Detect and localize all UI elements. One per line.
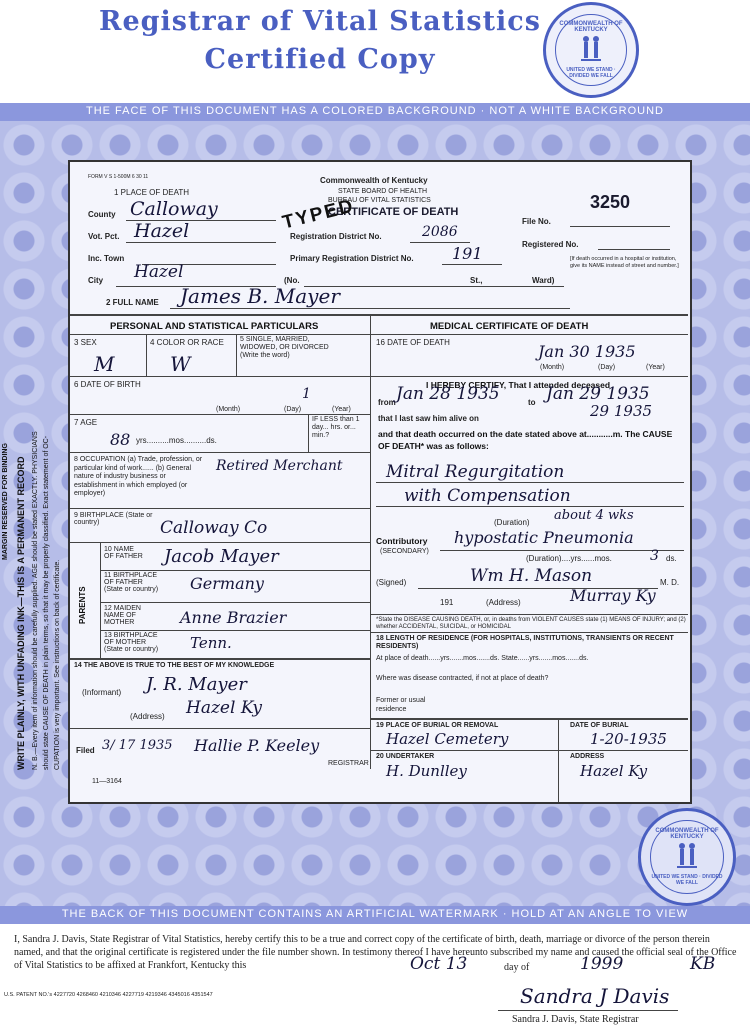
parents-label: PARENTS <box>78 586 87 624</box>
seal-text: COMMONWEALTH OF KENTUCKY <box>559 21 623 33</box>
registered-no-label: Registered No. <box>522 240 579 249</box>
row-rule-9 <box>70 658 370 660</box>
color-label: 4 COLOR OR RACE <box>150 338 224 347</box>
vot-line <box>126 242 276 243</box>
contributory-value: hypostatic Pneumonia <box>454 528 634 547</box>
undertaker-address: Hazel Ky <box>580 762 648 780</box>
sex-label: 3 SEX <box>74 338 97 347</box>
age-divider <box>308 414 309 452</box>
right-rule-1 <box>370 376 688 377</box>
filed-label: Filed <box>76 746 95 755</box>
undertaker-label: 20 UNDERTAKER <box>376 753 435 760</box>
kentucky-seal-top <box>543 2 639 98</box>
heading-bottom-rule <box>70 334 688 335</box>
cause-line-2 <box>376 506 684 507</box>
no-label: (No. <box>284 276 300 285</box>
duration-2-label: (Duration)....yrs......mos. <box>526 554 612 563</box>
color-divider <box>236 334 237 376</box>
certify-text: I HEREBY CERTIFY, That I attended deceased <box>426 380 611 390</box>
ds-label: ds. <box>666 554 677 563</box>
row-rule-7 <box>100 602 370 603</box>
month-label: (Month) <box>540 364 565 371</box>
cause-text: and that death occurred on the date stated above at...........m. The CAUSE OF DEATH* was as follows: <box>378 429 673 451</box>
burial-date: 1-20-1935 <box>590 730 667 748</box>
row-rule-5 <box>70 542 370 543</box>
right-rule-5 <box>370 750 688 751</box>
mother-value: Anne Brazier <box>180 608 287 627</box>
vot-value: Hazel <box>134 220 190 242</box>
full-name-label: 2 FULL NAME <box>106 298 159 307</box>
filed-date: 3/ 17 1935 <box>102 738 173 753</box>
former-label: Former or usual residence <box>376 697 426 713</box>
marital-label: 5 SINGLE, MARRIED, WIDOWED, OR DIVORCED (Write the word) <box>240 336 329 359</box>
place-of-death-label: 1 PLACE OF DEATH <box>114 188 189 197</box>
row-rule-6 <box>100 570 370 571</box>
death-date-value: Jan 30 1935 <box>538 342 636 361</box>
signature-line <box>498 1010 678 1011</box>
row-rule-10 <box>70 728 370 729</box>
reg-district-line <box>410 242 470 243</box>
seal-motto: UNITED WE STAND · DIVIDED WE FALL <box>566 67 616 79</box>
age-value: 88 <box>110 430 131 449</box>
date-191-label: 191 <box>440 598 454 607</box>
hospital-note: [If death occurred in a hospital or institution, give its NAME instead of street and number.] <box>570 256 679 269</box>
full-name-value: James B. Mayer <box>180 284 340 308</box>
sex-value: M <box>94 352 115 376</box>
city-value: Hazel <box>134 262 184 282</box>
reg-district-value: 2086 <box>422 224 458 240</box>
certification-day: Oct 13 <box>410 954 468 974</box>
form-number: FORM V S 1-500M 6 30 11 <box>88 174 149 180</box>
county-value: Calloway <box>130 198 218 220</box>
county-label: County <box>88 210 116 219</box>
dob-label: 6 DATE OF BIRTH <box>74 380 141 389</box>
file-no-label: File No. <box>522 217 551 226</box>
file-no-line <box>570 226 670 227</box>
undertaker-value: H. Dunlley <box>386 762 467 780</box>
cause-1: Mitral Regurgitation <box>386 462 565 482</box>
city-label: City <box>88 276 104 285</box>
physician-address-value: Murray Ky <box>570 586 656 605</box>
mother-birthplace-label: 13 BIRTHPLACE OF MOTHER (State or country) <box>104 632 159 653</box>
birthplace-value: Calloway Co <box>160 518 268 538</box>
row-rule-3 <box>70 452 370 453</box>
last-saw-label: that I last saw him alive on <box>378 414 479 423</box>
center-divider <box>370 314 371 769</box>
primary-district-line <box>442 264 502 265</box>
bottom-band-text: THE BACK OF THIS DOCUMENT CONTAINS AN ARTIFICIAL WATERMARK · HOLD AT AN ANGLE TO VIEW <box>61 908 689 920</box>
father-birthplace-value: Germany <box>190 574 264 593</box>
cause-2: with Compensation <box>404 486 571 506</box>
residence-label: 18 LENGTH OF RESIDENCE (FOR HOSPITALS, INSTITUTIONS, TRANSIENTS OR RECENT RESIDENTS) <box>376 635 674 650</box>
right-rule-2 <box>370 614 688 615</box>
personal-heading: PERSONAL AND STATISTICAL PARTICULARS <box>110 321 319 332</box>
mother-birthplace-value: Tenn. <box>190 634 232 652</box>
father-label: 10 NAME OF FATHER <box>104 546 143 560</box>
burial-label: 19 PLACE OF BURIAL OR REMOVAL <box>376 722 499 729</box>
duration-label: (Duration) <box>494 518 530 527</box>
contributory-line <box>440 550 684 551</box>
burial-place: Hazel Cemetery <box>386 730 509 748</box>
reg-district-label: Registration District No. <box>290 232 382 241</box>
dob-year-label: (Year) <box>332 406 351 413</box>
state-disease-note: *State the DISEASE CAUSING DEATH, or, in deaths from VIOLENT CAUSES state (1) MEANS OF INJURY; and (2) whether ACCIDENTAL, SUICIDAL, or HOMICIDAL <box>376 617 686 630</box>
undertaker-address-label: ADDRESS <box>570 753 605 760</box>
death-date-label: 16 DATE OF DEATH <box>376 338 450 347</box>
death-certificate <box>68 160 692 804</box>
registrar-certification: I, Sandra J. Davis, State Registrar of Vital Statistics, hereby certify this to be a true and correct copy of the certificate of birth, death, marriage or divorce of the person therein named, and that the original certificate is registered under the file number shown. In testimony thereof I have hereunto subscribed my name and caused the official seal of the Office of Vital Statistics to be affixed at Frankfort, Kentucky this <box>14 934 737 971</box>
at-place-label: At place of death......yrs.......mos.......ds. State......yrs.......mos.......ds. <box>376 655 589 662</box>
certificate-title: CERTIFICATE OF DEATH <box>328 206 459 218</box>
dob-month-label: (Month) <box>216 406 241 413</box>
age-units: yrs..........mos..........ds. <box>136 436 217 445</box>
st-label: St., <box>470 276 483 285</box>
primary-district-label: Primary Registration District No. <box>290 254 414 263</box>
father-value: Jacob Mayer <box>164 546 279 567</box>
day-of-label: day of <box>504 962 530 973</box>
occupation-label: 8 OCCUPATION (a) Trade, profession, or particular kind of work...... (b) General nature of industry business or establishment in which employed (or employer) <box>74 456 203 497</box>
day-label: (Day) <box>598 364 616 371</box>
dob-day-value: 1 <box>302 386 311 402</box>
occupation-value: Retired Merchant <box>216 458 343 474</box>
margin-instruction-4: CUPATION is very important. See instructions on back of certificate. <box>54 559 61 770</box>
certification-initials: KB <box>690 954 716 974</box>
informant-address-value: Hazel Ky <box>186 698 263 718</box>
margin-instruction-3: should state CAUSE OF DEATH in plain terms, so that it may be properly classified. Exact statement of OC- <box>43 435 50 770</box>
header-title-line1: Registrar of Vital Statistics <box>99 6 541 37</box>
informant-heading: 14 THE ABOVE IS TRUE TO THE BEST OF MY KNOWLEDGE <box>74 662 275 669</box>
informant-label: (Informant) <box>82 688 122 697</box>
to-date: Jan 29 1935 <box>546 384 650 404</box>
header-title-line2: Certified Copy <box>204 44 436 75</box>
registrar-signature: Hallie P. Keeley <box>194 736 320 755</box>
row-rule-1 <box>70 376 370 377</box>
where-contracted-label: Where was disease contracted, if not at place of death? <box>376 675 549 682</box>
board-name: STATE BOARD OF HEALTH <box>338 188 428 195</box>
seal-bottom-figures-icon <box>673 840 701 874</box>
burial-date-label: DATE OF BURIAL <box>570 722 629 729</box>
seal-bottom-text: COMMONWEALTH OF KENTUCKY <box>655 828 719 840</box>
signer-title: Sandra J. Davis, State Registrar <box>512 1014 639 1025</box>
registrar-label: REGISTRAR <box>328 760 369 767</box>
burial-divider <box>558 718 559 802</box>
physician-address-label: (Address) <box>486 598 521 607</box>
birthplace-label: 9 BIRTHPLACE (State or country) <box>74 512 153 526</box>
parents-divider <box>100 542 101 658</box>
margin-instruction-1: WRITE PLAINLY, WITH UNFADING INK—THIS IS A PERMANENT RECORD <box>16 456 26 770</box>
patent-numbers: U.S. PATENT NO.'s 4227720 4268460 4210346 4227719 4219346 4345016 4351547 <box>4 992 213 998</box>
right-rule-4 <box>370 718 688 720</box>
address-line <box>304 286 564 287</box>
age-label: 7 AGE <box>74 418 98 427</box>
seal-bottom-motto: UNITED WE STAND · DIVIDED WE FALL <box>651 874 723 886</box>
father-birthplace-label: 11 BIRTHPLACE OF FATHER (State or country) <box>104 572 159 593</box>
right-rule-3 <box>370 632 688 633</box>
year-label: (Year) <box>646 364 665 371</box>
certificate-number: 3250 <box>590 192 631 212</box>
full-name-line <box>170 308 570 309</box>
ward-label: Ward) <box>532 276 555 285</box>
medical-heading: MEDICAL CERTIFICATE OF DEATH <box>430 321 589 332</box>
seal-figures-icon <box>577 33 605 67</box>
typed-stamp: TYPED <box>280 195 357 234</box>
from-date: Jan 28 1935 <box>396 384 500 404</box>
margin-reserved: MARGIN RESERVED FOR BINDING <box>2 443 9 560</box>
state-name: Commonwealth of Kentucky <box>320 176 428 185</box>
primary-district-value: 191 <box>452 244 483 263</box>
row-rule-8 <box>100 630 370 631</box>
form-code: 11—3164 <box>92 778 122 785</box>
md-label: M. D. <box>660 578 680 587</box>
certification-year: 1999 <box>580 954 624 974</box>
cause-line-1 <box>376 482 684 483</box>
margin-instruction-2: N. B.—Every item of information should be carefully supplied. AGE should be stated EXACTLY. PHYSICIANS <box>32 431 39 770</box>
mother-label: 12 MAIDEN NAME OF MOTHER <box>104 605 141 626</box>
sex-divider <box>146 334 147 376</box>
to-label: to <box>528 398 536 407</box>
from-label: from <box>378 398 396 407</box>
signed-label: (Signed) <box>376 578 407 587</box>
heading-top-rule <box>70 314 688 316</box>
inc-town-label: Inc. Town <box>88 254 125 263</box>
informant-value: J. R. Mayer <box>146 674 247 695</box>
row-rule-2 <box>70 414 370 415</box>
registrar-signature-footer: Sandra J Davis <box>520 984 670 1008</box>
bureau-name: BUREAU OF VITAL STATISTICS <box>328 197 431 204</box>
last-saw-value: 29 1935 <box>590 402 653 420</box>
top-band-text: THE FACE OF THIS DOCUMENT HAS A COLORED BACKGROUND · NOT A WHITE BACKGROUND <box>85 105 664 117</box>
informant-address-label: (Address) <box>130 712 165 721</box>
secondary-label: (SECONDARY) <box>380 548 429 555</box>
duration-2: 3 <box>650 548 659 564</box>
vot-label: Vot. Pct. <box>88 232 120 241</box>
dob-day-label: (Day) <box>284 406 302 413</box>
physician-signature: Wm H. Mason <box>470 566 593 586</box>
duration-1: about 4 wks <box>554 508 634 523</box>
if-less-label: IF LESS than 1 day... hrs. or... min.? <box>312 416 360 439</box>
color-value: W <box>170 352 191 376</box>
registered-no-line <box>598 249 670 250</box>
row-rule-4 <box>70 508 370 509</box>
contributory-label: Contributory <box>376 536 428 546</box>
kentucky-seal-bottom <box>638 808 736 906</box>
